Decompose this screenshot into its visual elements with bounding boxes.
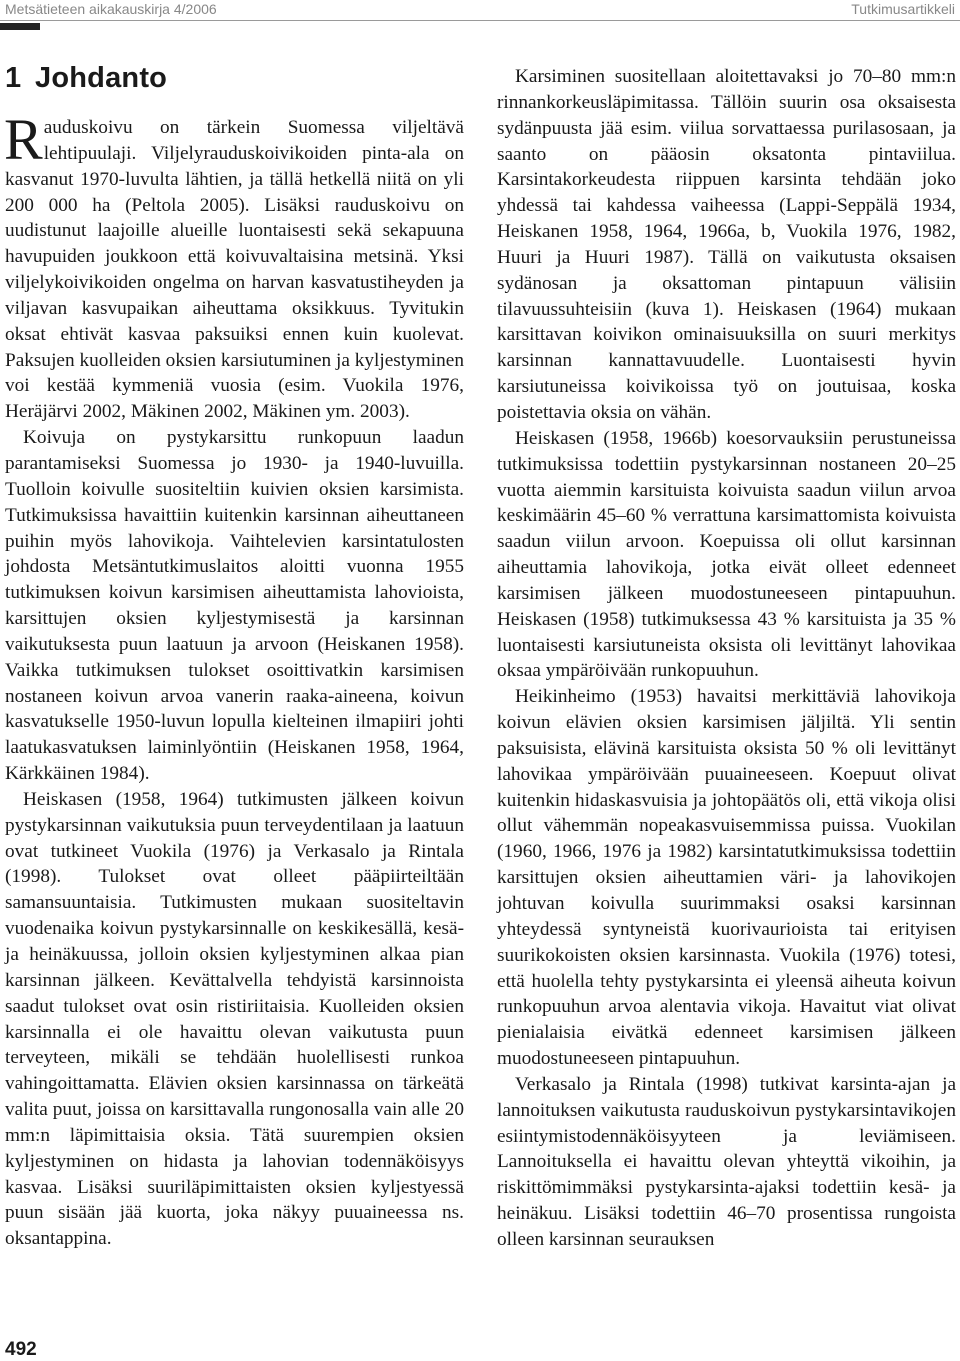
section-heading — [5, 61, 464, 95]
section-number: 1 — [5, 62, 22, 94]
paragraph-intro-text: auduskoivu on tärkein Suomessa viljeltävä lehtipuulaji. Viljelyrauduskoivikoiden pinta-ala on kasvanut 1970-luvulta lähtien, ja tällä hetkellä niitä on yli 200 000 ha (Peltola 2005). Lisäksi rauduskoivu on uudistunut laajoille alueille luontaisesti sekä sekapuuna havupuiden joukkoon että koivuvaltaisina metsinä. Yksi viljelykoivikoiden ongelma on harvan kasvatustiheyden ja viljavan kasvupaikan aiheuttama oksikkuus. Tyvitukin oksat ehtivät kasvaa paksuiksi ennen kuin kuolevat. Paksujen kuolleiden oksien karsiutuminen ja kyljestyminen voi kestää kymmeniä vuosia (esim. Vuokila 1976, Heräjärvi 2002, Mäkinen 2002, Mäkinen ym. 2003). — [5, 117, 464, 423]
section-title: Johdanto — [35, 62, 168, 94]
paragraph: Heikinheimo (1953) havaitsi merkittäviä lahovikoja koivun elävien oksien karsimisen jäljiltä. Yli sentin paksuisista, elävinä karsituista oksista 50 % oli levittänyt lahovikaa ympäröivään puuaineeseen. Koepuut olivat kuitenkin hidaskasvuisia ja johtopäätös oli, että vikoja olisi ollut vähemmän nopeakasvuisemmissa puissa. Vuokilan (1960, 1966, 1976 ja 1982) karsintatutkimuksissa todettiin karsittujen oksien aiheuttamien väri- ja lahovikojen johtuvan koivulla suurimmaksi osaksi karsinnan yhteydessä syntyneistä kuorivaurioista tai erityisen suurikokoisten oksien karsinnasta. Vuokila (1976) totesi, että huolella tehty pystykarsinta ei yleensä aiheuta koivun runkopuuhun arvoa alentavia vikoja. Havaitut viat olivat pienialaisia eivätkä edenneet karsimisen jälkeen muodostuneeseen pintapuuhun. — [497, 686, 956, 1070]
paragraph: Verkasalo ja Rintala (1998) tutkivat karsinta-ajan ja lannoituksen vaikutusta rauduskoivun pystykarsintavikojen esiintymistodennäköisyyteen ja leviämiseen. Lannoituksella ei havaittu olevan yhteyttä vikoihin, ja riskittömimmäksi pystykarsinta-ajaksi todettiin kesä- ja heinäkuu. Lisäksi todettiin 46–70 prosentissa rungoista olleen karsinnan seurauksen — [497, 1073, 956, 1250]
drop-cap: R — [4, 107, 43, 172]
right-column — [497, 64, 956, 1253]
paragraph: Heiskasen (1958, 1964) tutkimusten jälkeen koivun pystykarsinnan vaikutuksia puun terveydentilaan ja laatuun ovat tutkineet Vuokila (1976) ja Verkasalo ja Rintala (1998). Tulokset ovat olleet pääpiirteiltään samansuuntaisia. Tutkimusten mukaan suositeltavin vuodenaika koivun pystykarsinnalle on keskikesällä, kesä- ja heinäkuussa, jolloin oksien kyljestyminen alkaa pian karsinnan jälkeen. Kevättalvella tehdyistä karsinnoista saadut tulokset ovat osin ristiriitaisia. Kuolleiden oksien karsinnalla ei ole havaittu olevan vaikutusta puun terveyteen, mikäli se tehdään huolellisesti runkoa vahingoittamatta. Elävien oksien karsinnassa on tärkeätä valita puut, joissa on karsittavalla rungonosalla vain alle 20 mm:n läpimittaisia oksia. Tätä suurempien oksien kyljestyminen on hidasta ja lahovian todennäköisyys kasvaa. Lisäksi suuriläpimittaisten oksien kyljestyessä puun sisään jää kuorta, joka näkyy puuaineessa ns. oksantappina. — [5, 788, 464, 1250]
paragraph: Karsiminen suositellaan aloitettavaksi jo 70–80 mm:n rinnankorkeusläpimitassa. Tällöin suurin osa oksaisesta sydänpuusta jää esim. viilua sorvattaessa purilasosaan, ja saanto on pääosin oksatonta pintaviilua. Karsintakorkeudesta riippuen karsinta tehdään joko yhdessä tai kahdessa vaiheessa (Lappi-Seppälä 1934, Heiskanen 1958, 1964, 1966a, b, Vuokila 1976, 1982, Huuri ja Huuri 1987). Tällä on vaikutusta oksaisen sydänosan ja oksattoman pintapuun välisiin tilavuussuhteisiin (kuva 1). Heiskasen (1964) mukaan karsittavan koivikon ominaisuuksilla on suuri merkitys karsinnan kannattavuudelle. Luontaisesti hyvin karsiutuneissa koivikoissa työ on joutuisaa, koska poistettavia oksia on vähän. — [497, 66, 956, 423]
paragraph: Heiskasen (1958, 1966b) koesorvauksiin perustuneissa tutkimuksissa todettiin pystykarsinnan nostaneen 20–25 vuotta aiemmin karsituista koivuista saadun viilun arvoa keskimäärin 45–60 % verrattuna karsimattomista koivuista saadun viilun arvoon. Koepuissa oli ollut karsinnan aiheuttamia lahovikoja, jotka eivät olleet edenneet karsimisen jälkeen muodostuneeseen pintapuuhun. Heiskasen (1958) tutkimuksessa 43 % karsituista ja 35 % luontaisesti karsiutuneista oksista oli levittänyt lahovikaa oksaa ympäröivään runkopuuhun. — [497, 427, 956, 682]
running-head — [5, 0, 955, 20]
journal-name: Metsätieteen aikakauskirja 4/2006 — [5, 1, 217, 17]
page-number: 492 — [5, 1339, 37, 1360]
paragraph-intro — [4, 107, 464, 425]
article-category: Tutkimusartikkeli — [851, 1, 955, 17]
left-column — [5, 60, 464, 1252]
header-accent-bar — [0, 23, 40, 30]
header-rule — [0, 20, 960, 21]
paragraph: Koivuja on pystykarsittu runkopuun laadun parantamiseksi Suomessa jo 1930- ja 1940-luvuilla. Tuolloin koivulle suositeltiin kuivien oksien karsimista. Tutkimuksissa havaittiin kuitenkin karsinnan aiheuttaneen puihin myös lahovikoja. Vaihtelevien karsintatulosten johdosta Metsäntutkimuslaitos aloitti vuonna 1955 tutkimuksen koivun karsimisen aiheuttamista lahovioista, karsittujen oksien kyljestymisestä ja karsinnan vaikutuksesta puun laatuun ja arvoon (Heiskanen 1958). Vaikka tutkimuksen tulokset osoittivatkin karsimisen nostaneen koivun arvoa vanerin raaka-aineena, koivun kasvatukselle 1950-luvun lopulla kielteinen ilmapiiri johti laatukasvatuksen laiminlyöntiin (Heiskanen 1958, 1964, Kärkkäinen 1984). — [5, 427, 464, 785]
